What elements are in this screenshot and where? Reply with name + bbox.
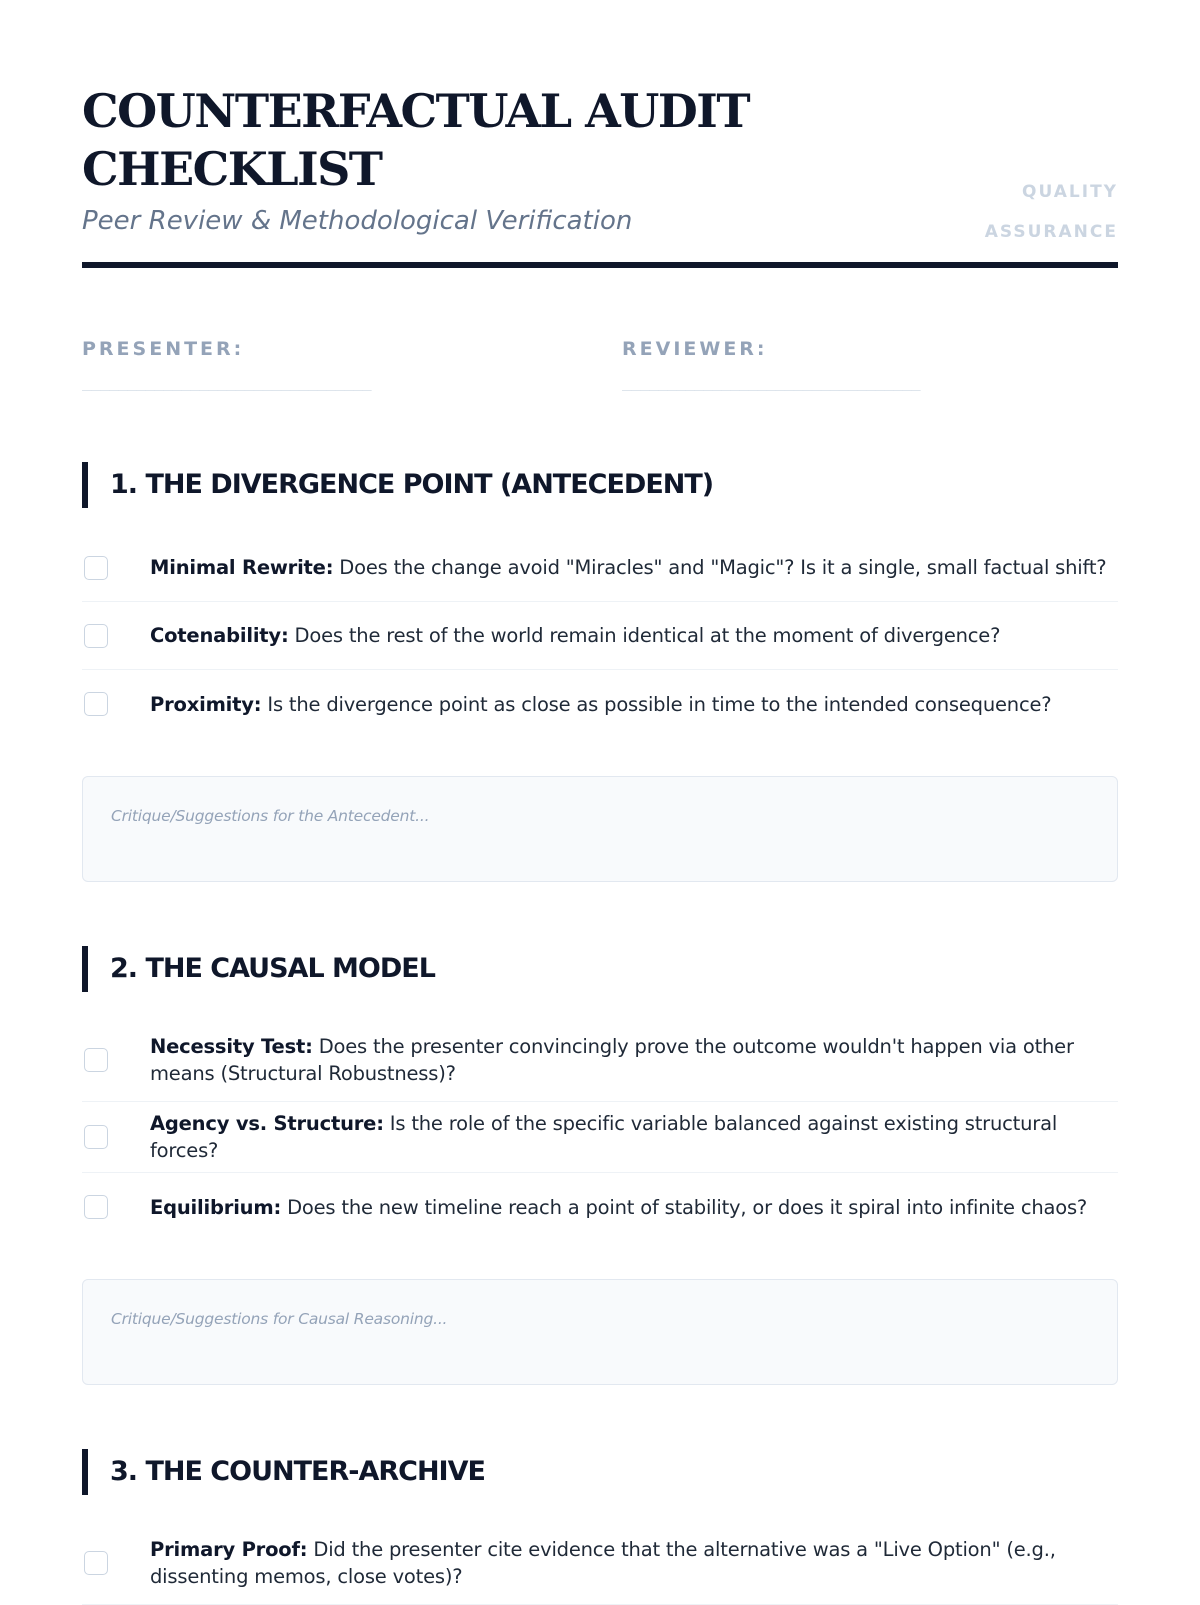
presenter-name-line[interactable]: ________________________________ xyxy=(82,372,372,391)
checklist-item xyxy=(82,1521,1118,1605)
section-heading: 2. THE CAUSAL MODEL xyxy=(82,946,1118,992)
item-checkbox[interactable] xyxy=(84,624,108,648)
item-checkbox[interactable] xyxy=(84,1551,108,1575)
item-lead: Cotenability: xyxy=(150,624,289,647)
item-lead: Primary Proof: xyxy=(150,1537,308,1561)
checklist-item xyxy=(82,670,1118,738)
critique-placeholder: Critique/Suggestions for the Antecedent... xyxy=(111,807,430,825)
item-checkbox[interactable] xyxy=(84,1195,108,1219)
item-lead: Necessity Test: xyxy=(150,1034,313,1058)
item-lead: Equilibrium: xyxy=(150,1195,282,1219)
section-divergence-point xyxy=(82,462,1118,882)
item-text xyxy=(150,1110,1118,1164)
item-checkbox[interactable] xyxy=(84,556,108,580)
item-text xyxy=(150,1033,1118,1087)
document-subtitle: Peer Review & Methodological Verification xyxy=(82,206,633,236)
section-counter-archive xyxy=(82,1449,1118,1605)
reviewer-label: REVIEWER: xyxy=(622,338,768,360)
quality-assurance-tag xyxy=(978,172,1118,252)
item-lead: Minimal Rewrite: xyxy=(150,556,334,579)
presenter-field xyxy=(82,338,371,391)
checklist-items xyxy=(82,1521,1118,1605)
checklist-item xyxy=(82,602,1118,670)
section-heading: 3. THE COUNTER-ARCHIVE xyxy=(82,1449,1118,1495)
section-heading: 1. THE DIVERGENCE POINT (ANTECEDENT) xyxy=(82,462,1118,508)
item-description: Is the role of the specific variable balanced against existing structural forces? xyxy=(150,1112,1058,1162)
section-causal-model xyxy=(82,946,1118,1385)
item-text xyxy=(150,691,1118,718)
name-fields xyxy=(82,338,1118,462)
checklist-items xyxy=(82,1018,1118,1241)
item-description: Did the presenter cite evidence that the alternative was a "Live Option" (e.g., dissenting memos, close votes)? xyxy=(150,1537,1056,1588)
item-checkbox[interactable] xyxy=(84,692,108,716)
critique-placeholder: Critique/Suggestions for Causal Reasoning... xyxy=(111,1310,448,1328)
item-checkbox[interactable] xyxy=(84,1125,108,1149)
checklist-items xyxy=(82,534,1118,738)
item-description: Is the divergence point as close as possible in time to the intended consequence? xyxy=(261,692,1052,716)
checklist-item xyxy=(82,1173,1118,1241)
item-text xyxy=(150,554,1118,581)
item-text xyxy=(150,1536,1118,1590)
item-text xyxy=(150,1194,1118,1221)
checklist-item xyxy=(82,1102,1118,1173)
item-description: Does the change avoid "Miracles" and "Magic"? Is it a single, small factual shift? xyxy=(333,556,1107,579)
critique-input-causal[interactable] xyxy=(82,1279,1118,1385)
checklist-item xyxy=(82,1018,1118,1102)
checklist-item xyxy=(82,534,1118,602)
document-header xyxy=(82,82,1118,268)
item-description: Does the presenter convincingly prove the outcome wouldn't happen via other means (Structural Robustness)? xyxy=(150,1034,1074,1085)
reviewer-field xyxy=(622,338,920,391)
item-text xyxy=(150,622,1118,649)
critique-input-antecedent[interactable] xyxy=(82,776,1118,882)
item-lead: Proximity: xyxy=(150,692,262,716)
qa-tag-line-1: QUALITY xyxy=(1022,182,1118,202)
item-description: Does the rest of the world remain identical at the moment of divergence? xyxy=(288,624,1001,647)
presenter-label: PRESENTER: xyxy=(82,338,245,360)
document-title: COUNTERFACTUAL AUDIT CHECKLIST xyxy=(82,84,750,196)
item-checkbox[interactable] xyxy=(84,1048,108,1072)
item-lead: Agency vs. Structure: xyxy=(150,1112,384,1135)
qa-tag-line-2: ASSURANCE xyxy=(984,222,1118,242)
reviewer-name-line[interactable]: _________________________________ xyxy=(622,372,921,391)
item-description: Does the new timeline reach a point of stability, or does it spiral into infinite chaos? xyxy=(281,1195,1088,1219)
